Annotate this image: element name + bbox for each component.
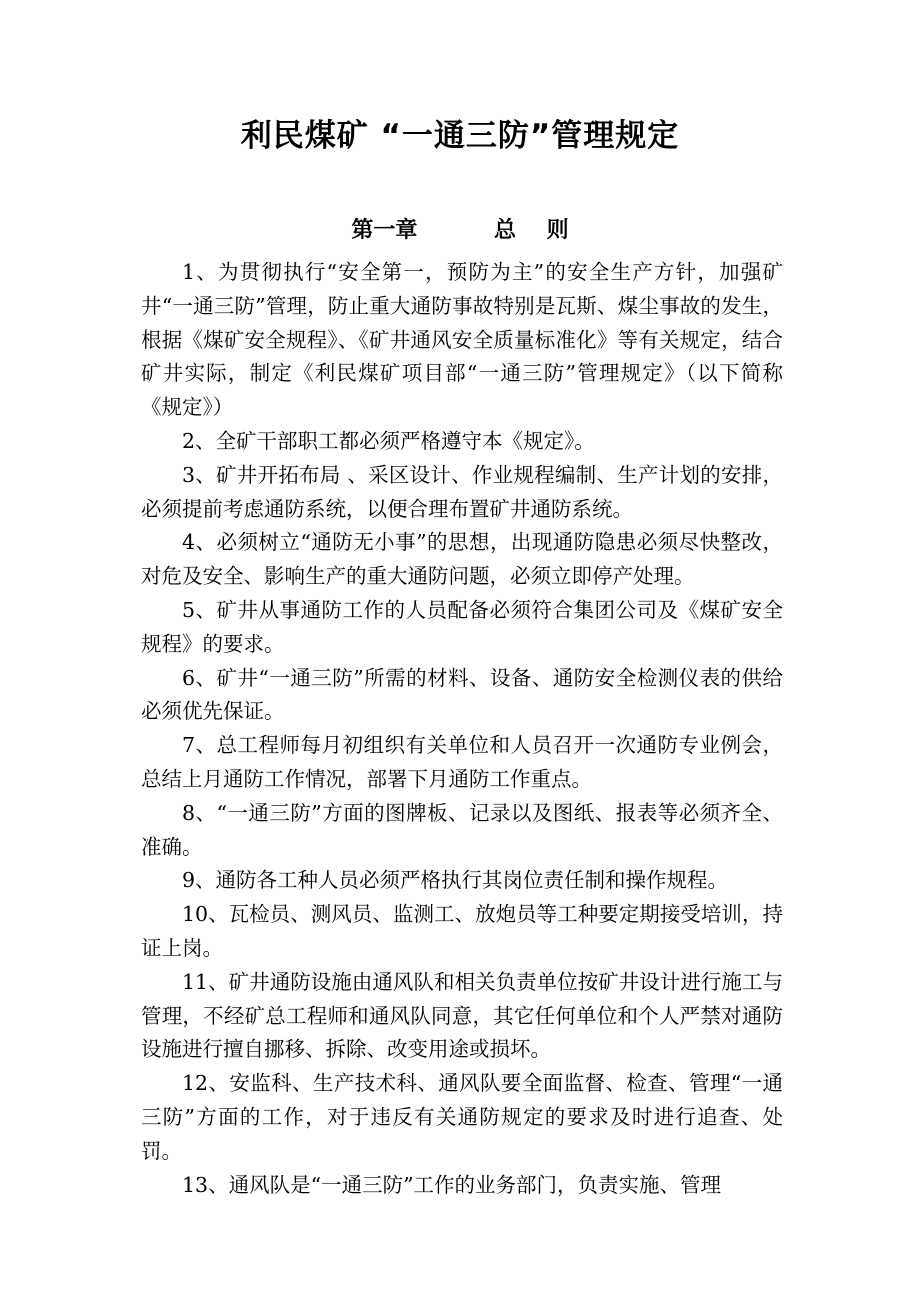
paragraph-9: 9、通防各工种人员必须严格执行其岗位责任制和操作规程。 <box>182 868 729 893</box>
paragraph-5: 5、矿井从事通防工作的人员配备必须符合集团公司及《煤矿安全规程》的要求。 <box>141 597 783 656</box>
paragraph-13: 13、通风队是“一通三防”工作的业务部门，负责实施、管理 <box>182 1172 722 1197</box>
paragraph-3: 3、矿井开拓布局 、采区设计、作业规程编制、生产计划的安排，必须提前考虑通防系统，以便合理布置矿井通防系统。 <box>141 462 783 521</box>
document-title: 利民煤矿 “一通三防”管理规定 <box>240 118 680 154</box>
paragraph-8: 8、“一通三防”方面的图牌板、记录以及图纸、报表等必须齐全、准确。 <box>141 800 783 859</box>
paragraph-1: 1、为贯彻执行“安全第一，预防为主”的安全生产方针，加强矿井“一通三防”管理，防止重大通防事故特别是瓦斯、煤尘事故的发生，根据《煤矿安全规程》、《矿井通风安全质量标准化》等有关规定，结合矿井实际，制定《利民煤矿项目部“一通三防”管理规定》（以下简称《规定》） <box>141 260 783 420</box>
paragraph-7: 7、总工程师每月初组织有关单位和人员召开一次通防专业例会，总结上月通防工作情况，部署下月通防工作重点。 <box>141 733 783 791</box>
paragraph-2: 2、全矿干部职工都必须严格遵守本《规定》。 <box>182 428 595 453</box>
paragraph-11: 11、矿井通防设施由通风队和相关负责单位按矿井设计进行施工与管理，不经矿总工程师和通风队同意，其它任何单位和个人严禁对通防设施进行擅自挪移、拆除、改变用途或损坏。 <box>141 969 783 1062</box>
paragraph-6: 6、矿井“一通三防”所需的材料、设备、通防安全检测仪表的供给必须优先保证。 <box>141 665 783 724</box>
chapter-heading: 第一章 总 则 <box>351 218 569 243</box>
paragraph-10: 10、瓦检员、测风员、监测工、放炮员等工种要定期接受培训，持证上岗。 <box>141 902 783 960</box>
paragraph-12: 12、安监科、生产技术科、通风队要全面监督、检查、管理“一通三防”方面的工作，对于违反有关通防规定的要求及时进行追查、处罚。 <box>141 1071 783 1163</box>
document-body <box>141 256 783 1202</box>
paragraph-4: 4、必须树立“通防无小事”的思想，出现通防隐患必须尽快整改，对危及安全、影响生产的重大通防问题，必须立即停产处理。 <box>141 530 783 589</box>
